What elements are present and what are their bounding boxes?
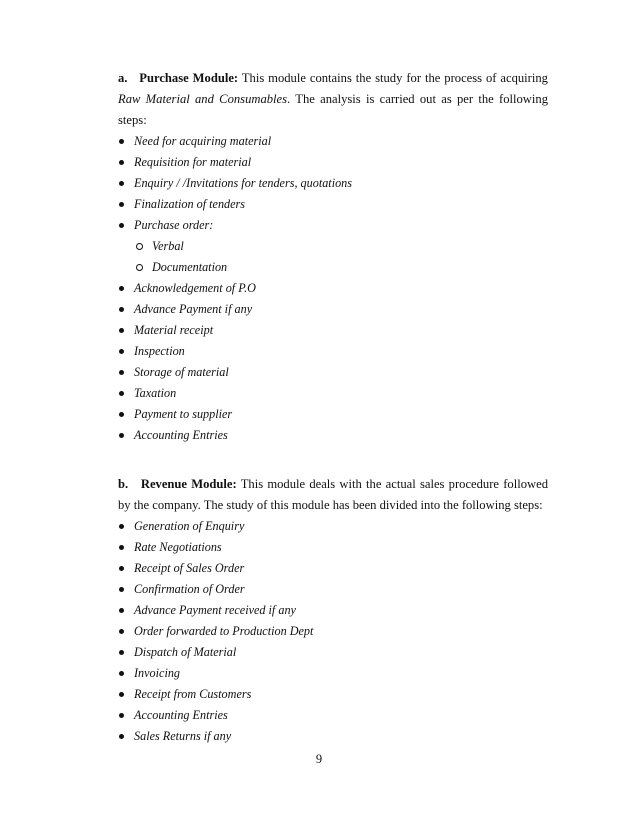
- list-item: [118, 684, 548, 705]
- list-item-text: Need for acquiring material: [134, 134, 272, 148]
- purchase-intro-italic: Raw Material and Consumables: [118, 92, 288, 106]
- bullet-icon: [119, 391, 124, 396]
- bullet-icon: [119, 286, 124, 291]
- revenue-module-title: Revenue Module:: [140, 477, 237, 491]
- list-item: [118, 152, 548, 173]
- bullet-icon: [119, 713, 124, 718]
- hollow-bullet-icon: [136, 264, 143, 271]
- bullet-icon: [119, 629, 124, 634]
- page-number: 9: [315, 752, 323, 766]
- list-item: [118, 215, 548, 236]
- list-item: [118, 726, 548, 747]
- bullet-icon: [119, 181, 124, 186]
- revenue-module-section: [118, 474, 548, 747]
- purchase-steps-list-continued: [118, 278, 548, 446]
- list-item: [118, 705, 548, 726]
- list-item: [118, 362, 548, 383]
- bullet-icon: [119, 650, 124, 655]
- list-item-text: Confirmation of Order: [134, 582, 245, 596]
- list-item-text: Enquiry / /Invitations for tenders, quotations: [134, 176, 353, 190]
- list-item-text: Dispatch of Material: [134, 645, 237, 659]
- purchase-steps-list: [118, 131, 548, 236]
- list-item-text: Generation of Enquiry: [134, 519, 245, 533]
- list-item-text: Rate Negotiations: [134, 540, 222, 554]
- list-item: [118, 558, 548, 579]
- list-item-text: Order forwarded to Production Dept: [134, 624, 314, 638]
- bullet-icon: [119, 328, 124, 333]
- list-item-text: Invoicing: [134, 666, 181, 680]
- purchase-module-title: Purchase Module:: [139, 71, 239, 85]
- list-item: [118, 621, 548, 642]
- bullet-icon: [119, 160, 124, 165]
- list-item: [118, 299, 548, 320]
- list-item-text: Purchase order:: [134, 218, 214, 232]
- bullet-icon: [119, 566, 124, 571]
- list-item: [118, 516, 548, 537]
- list-item: [118, 579, 548, 600]
- list-item-text: Accounting Entries: [134, 708, 228, 722]
- list-item-text: Receipt of Sales Order: [134, 561, 245, 575]
- purchase-module-intro: [118, 68, 548, 131]
- bullet-icon: [119, 433, 124, 438]
- bullet-icon: [119, 524, 124, 529]
- sub-list-item: [118, 236, 548, 257]
- list-item: [118, 131, 548, 152]
- purchase-module-section: [118, 68, 548, 446]
- bullet-icon: [119, 370, 124, 375]
- bullet-icon: [119, 545, 124, 550]
- sub-list-item: [118, 257, 548, 278]
- bullet-icon: [119, 734, 124, 739]
- list-item-text: Advance Payment if any: [134, 302, 253, 316]
- purchase-intro-text-1: This module contains the study for the process of acquiring: [238, 71, 548, 85]
- list-item-text: Finalization of tenders: [134, 197, 246, 211]
- list-item: [118, 404, 548, 425]
- revenue-steps-list: [118, 516, 548, 747]
- purchase-intro-text-2: . The analysis is carried out as per the following steps:: [118, 92, 548, 127]
- list-item-text: Payment to supplier: [134, 407, 233, 421]
- list-item: [118, 278, 548, 299]
- revenue-intro-text: This module deals with the actual sales procedure followed by the company. The study of this module has been divided into the following steps:: [118, 477, 548, 512]
- bullet-icon: [119, 671, 124, 676]
- list-item-text: Receipt from Customers: [134, 687, 252, 701]
- hollow-bullet-icon: [136, 243, 143, 250]
- bullet-icon: [119, 223, 124, 228]
- list-item-text: Material receipt: [134, 323, 214, 337]
- bullet-icon: [119, 139, 124, 144]
- bullet-icon: [119, 307, 124, 312]
- list-item: [118, 383, 548, 404]
- list-item: [118, 600, 548, 621]
- revenue-module-intro: [118, 474, 548, 516]
- list-item: [118, 320, 548, 341]
- list-item-text: Accounting Entries: [134, 428, 228, 442]
- section-b-label: b.: [118, 477, 129, 491]
- list-item-text: Acknowledgement of P.O: [134, 281, 256, 295]
- section-a-label: a.: [118, 71, 128, 85]
- list-item-text: Taxation: [134, 386, 177, 400]
- list-item-text: Advance Payment received if any: [134, 603, 296, 617]
- bullet-icon: [119, 587, 124, 592]
- list-item: [118, 642, 548, 663]
- list-item-text: Storage of material: [134, 365, 229, 379]
- list-item-text: Requisition for material: [134, 155, 252, 169]
- list-item-text: Inspection: [134, 344, 185, 358]
- list-item: [118, 194, 548, 215]
- list-item: [118, 425, 548, 446]
- list-item: [118, 663, 548, 684]
- bullet-icon: [119, 349, 124, 354]
- bullet-icon: [119, 608, 124, 613]
- sub-list-item-text: Verbal: [152, 239, 184, 253]
- bullet-icon: [119, 412, 124, 417]
- list-item: [118, 341, 548, 362]
- list-item: [118, 537, 548, 558]
- list-item: [118, 173, 548, 194]
- purchase-order-sublist: [118, 236, 548, 278]
- sub-list-item-text: Documentation: [152, 260, 228, 274]
- bullet-icon: [119, 692, 124, 697]
- bullet-icon: [119, 202, 124, 207]
- list-item-text: Sales Returns if any: [134, 729, 232, 743]
